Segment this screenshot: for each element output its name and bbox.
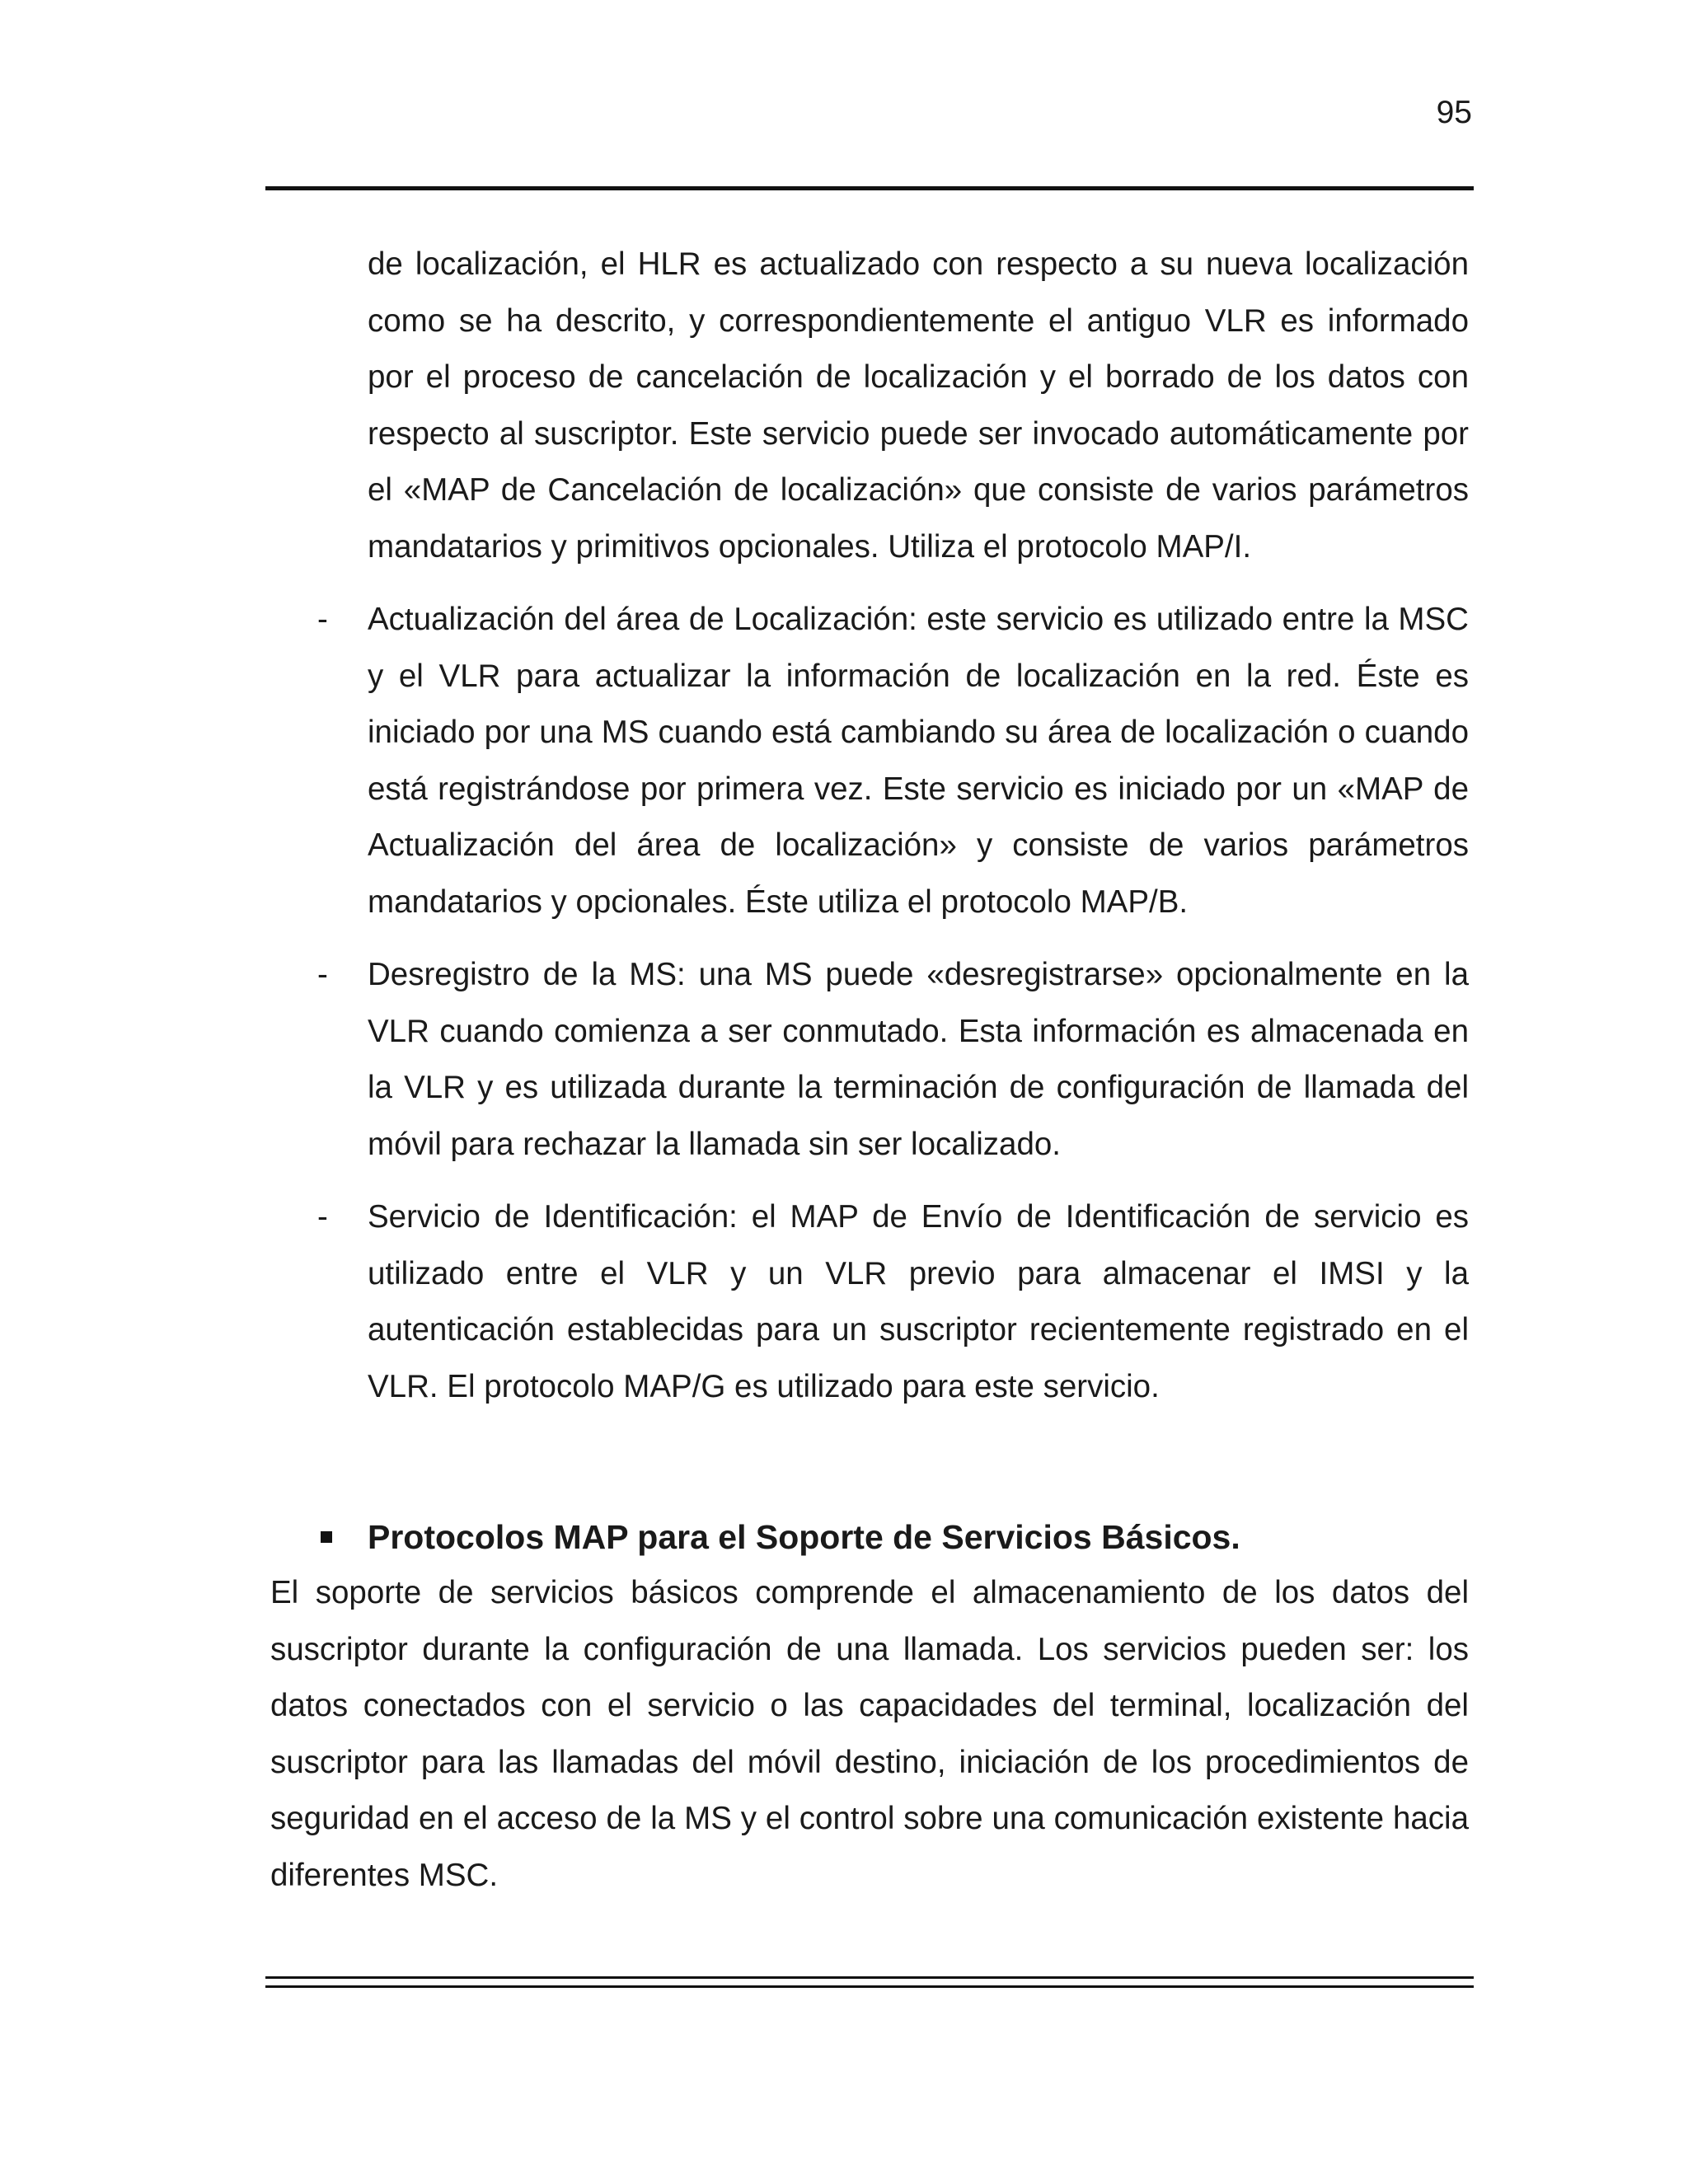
page-number: 95 bbox=[1436, 95, 1472, 130]
section-heading bbox=[270, 1509, 1469, 1565]
dash-marker: - bbox=[317, 1199, 328, 1235]
header-rule bbox=[265, 186, 1474, 190]
list-item-text: Actualización del área de Localización: este servicio es utilizado entre la MSC y el VLR para actualizar la información de localización en la red. Éste es iniciado por una MS cuando está cambiando su área de localización o cuando está registrándose por primera vez. Este servicio es iniciado por un «MAP de Actualización del área de localización» y consiste de varios parámetros mandatarios y opcionales. Éste utiliza el protocolo MAP/B. bbox=[368, 602, 1469, 920]
section-heading-text: Protocolos MAP para el Soporte de Servicios Básicos. bbox=[368, 1518, 1240, 1556]
footer-double-rule bbox=[265, 1976, 1474, 1988]
page-content bbox=[270, 237, 1469, 1904]
section-body-paragraph: El soporte de servicios básicos comprende el almacenamiento de los datos del suscriptor durante la configuración de una llamada. Los servicios pueden ser: los datos conectados con el servicio o las capacidades del terminal, localización del suscriptor para las llamadas del móvil destino, iniciación de los procedimientos de seguridad en el acceso de la MS y el control sobre una comunicación existente hacia diferentes MSC. bbox=[270, 1575, 1469, 1893]
list-item-identification-service bbox=[270, 1189, 1469, 1415]
continuation-paragraph: de localización, el HLR es actualizado con respecto a su nueva localización como se ha descrito, y correspondientemente el antiguo VLR es informado por el proceso de cancelación de localización y el borrado de los datos con respecto al suscriptor. Este servicio puede ser invocado automáticamente por el «MAP de Cancelación de localización» que consiste de varios parámetros mandatarios y primitivos opcionales. Utiliza el protocolo MAP/I. bbox=[368, 246, 1469, 565]
list-item-text: Desregistro de la MS: una MS puede «desregistrarse» opcionalmente en la VLR cuando comienza a ser conmutado. Esta información es almacenada en la VLR y es utilizada durante la terminación de configuración de llamada del móvil para rechazar la llamada sin ser localizado. bbox=[368, 957, 1469, 1162]
list-item-location-update bbox=[270, 592, 1469, 930]
dash-marker: - bbox=[317, 957, 328, 992]
square-bullet-icon bbox=[321, 1531, 332, 1543]
list-item-ms-deregistration bbox=[270, 947, 1469, 1173]
dash-marker: - bbox=[317, 602, 328, 637]
list-item-text: Servicio de Identificación: el MAP de Envío de Identificación de servicio es utilizado entre el VLR y un VLR previo para almacenar el IMSI y la autenticación establecidas para un suscriptor recientemente registrado en el VLR. El protocolo MAP/G es utilizado para este servicio. bbox=[368, 1199, 1469, 1404]
